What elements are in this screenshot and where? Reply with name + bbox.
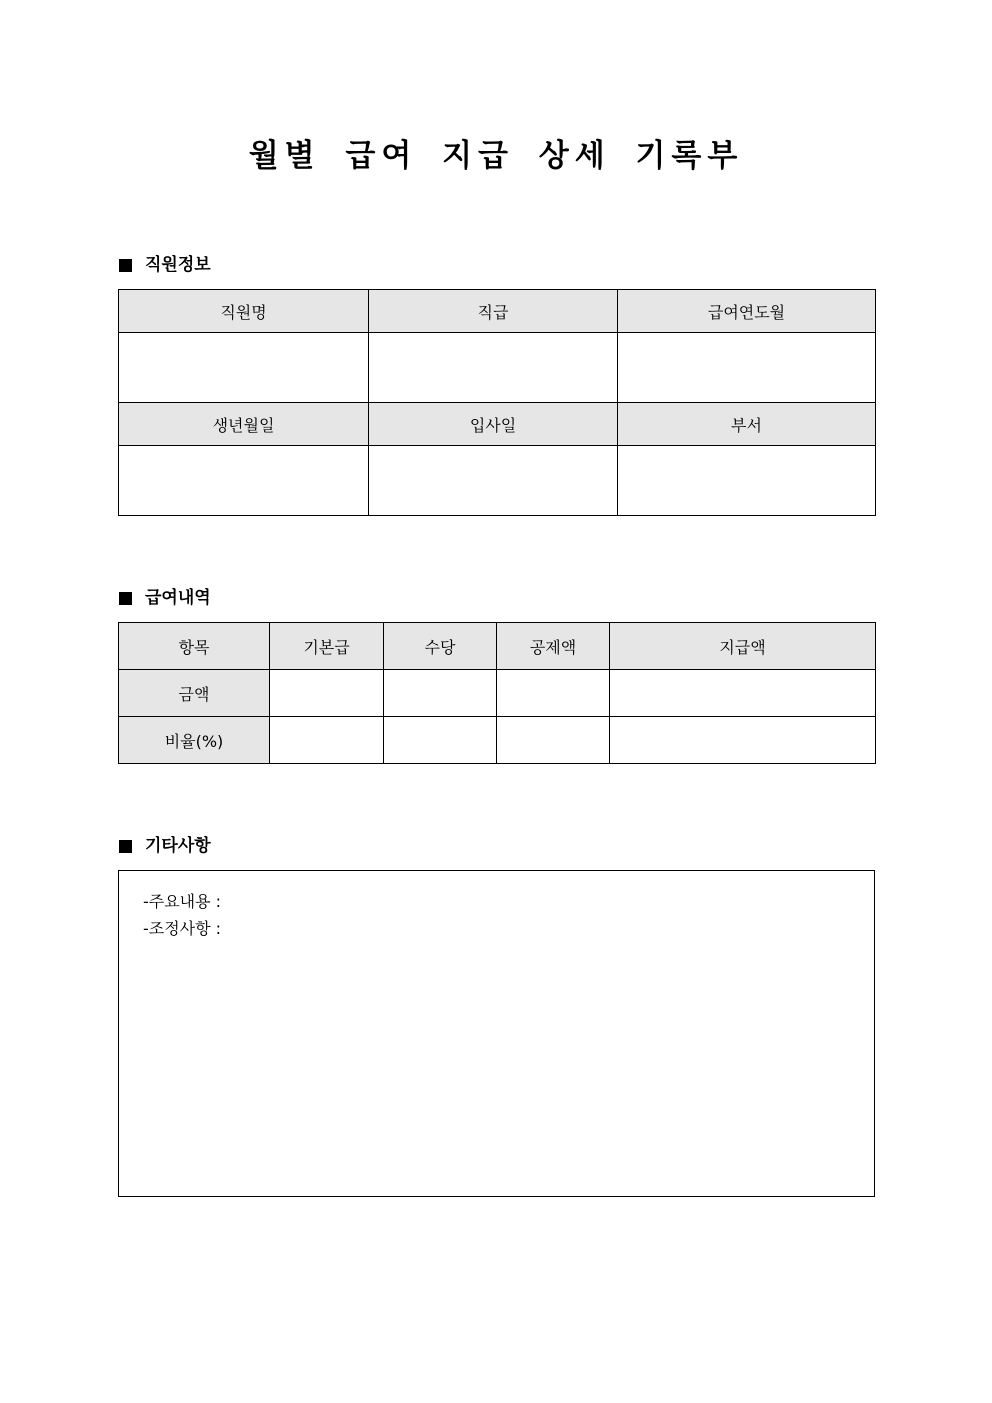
value-cell-ratio-deduction[interactable] (497, 717, 610, 764)
value-cell-pay-month[interactable] (618, 333, 876, 403)
section-heading-label: 급여내역 (145, 588, 211, 608)
table-row (119, 717, 876, 764)
value-cell-department[interactable] (618, 446, 876, 516)
header-cell-base-pay: 기본급 (270, 623, 384, 670)
pay-details-table (118, 622, 876, 764)
section-heading-pay-details (119, 586, 211, 610)
header-cell-deduction: 공제액 (497, 623, 610, 670)
value-cell-employee-name[interactable] (119, 333, 369, 403)
section-heading-employee-info (119, 253, 211, 277)
value-cell-ratio-base-pay[interactable] (270, 717, 384, 764)
value-cell-position[interactable] (369, 333, 618, 403)
row-label-ratio: 비율(%) (119, 717, 270, 764)
square-bullet-icon (119, 592, 132, 605)
header-cell-employee-name: 직원명 (119, 290, 369, 333)
section-heading-label: 직원정보 (145, 255, 211, 275)
table-row (119, 670, 876, 717)
table-header-row (119, 623, 876, 670)
value-cell-amount-allowance[interactable] (384, 670, 497, 717)
row-label-amount: 금액 (119, 670, 270, 717)
value-cell-ratio-net-pay[interactable] (610, 717, 876, 764)
square-bullet-icon (119, 259, 132, 272)
section-heading-notes (119, 834, 211, 858)
header-cell-department: 부서 (618, 403, 876, 446)
square-bullet-icon (119, 840, 132, 853)
header-cell-pay-month: 급여연도월 (618, 290, 876, 333)
value-cell-ratio-allowance[interactable] (384, 717, 497, 764)
document-title: 월별 급여 지급 상세 기록부 (248, 138, 744, 174)
value-cell-amount-net-pay[interactable] (610, 670, 876, 717)
header-cell-allowance: 수당 (384, 623, 497, 670)
header-cell-net-pay: 지급액 (610, 623, 876, 670)
header-cell-birth-date: 생년월일 (119, 403, 369, 446)
header-cell-item: 항목 (119, 623, 270, 670)
notes-line-adjustments: -조정사항 : (143, 919, 222, 938)
table-header-row (119, 403, 876, 446)
employee-info-table (118, 289, 876, 516)
notes-line-main-content: -주요내용 : (143, 892, 222, 911)
table-value-row (119, 333, 876, 403)
table-value-row (119, 446, 876, 516)
value-cell-birth-date[interactable] (119, 446, 369, 516)
value-cell-hire-date[interactable] (369, 446, 618, 516)
table-header-row (119, 290, 876, 333)
value-cell-amount-deduction[interactable] (497, 670, 610, 717)
section-heading-label: 기타사항 (145, 836, 211, 856)
header-cell-hire-date: 입사일 (369, 403, 618, 446)
header-cell-position: 직급 (369, 290, 618, 333)
value-cell-amount-base-pay[interactable] (270, 670, 384, 717)
notes-box[interactable] (118, 870, 875, 1197)
